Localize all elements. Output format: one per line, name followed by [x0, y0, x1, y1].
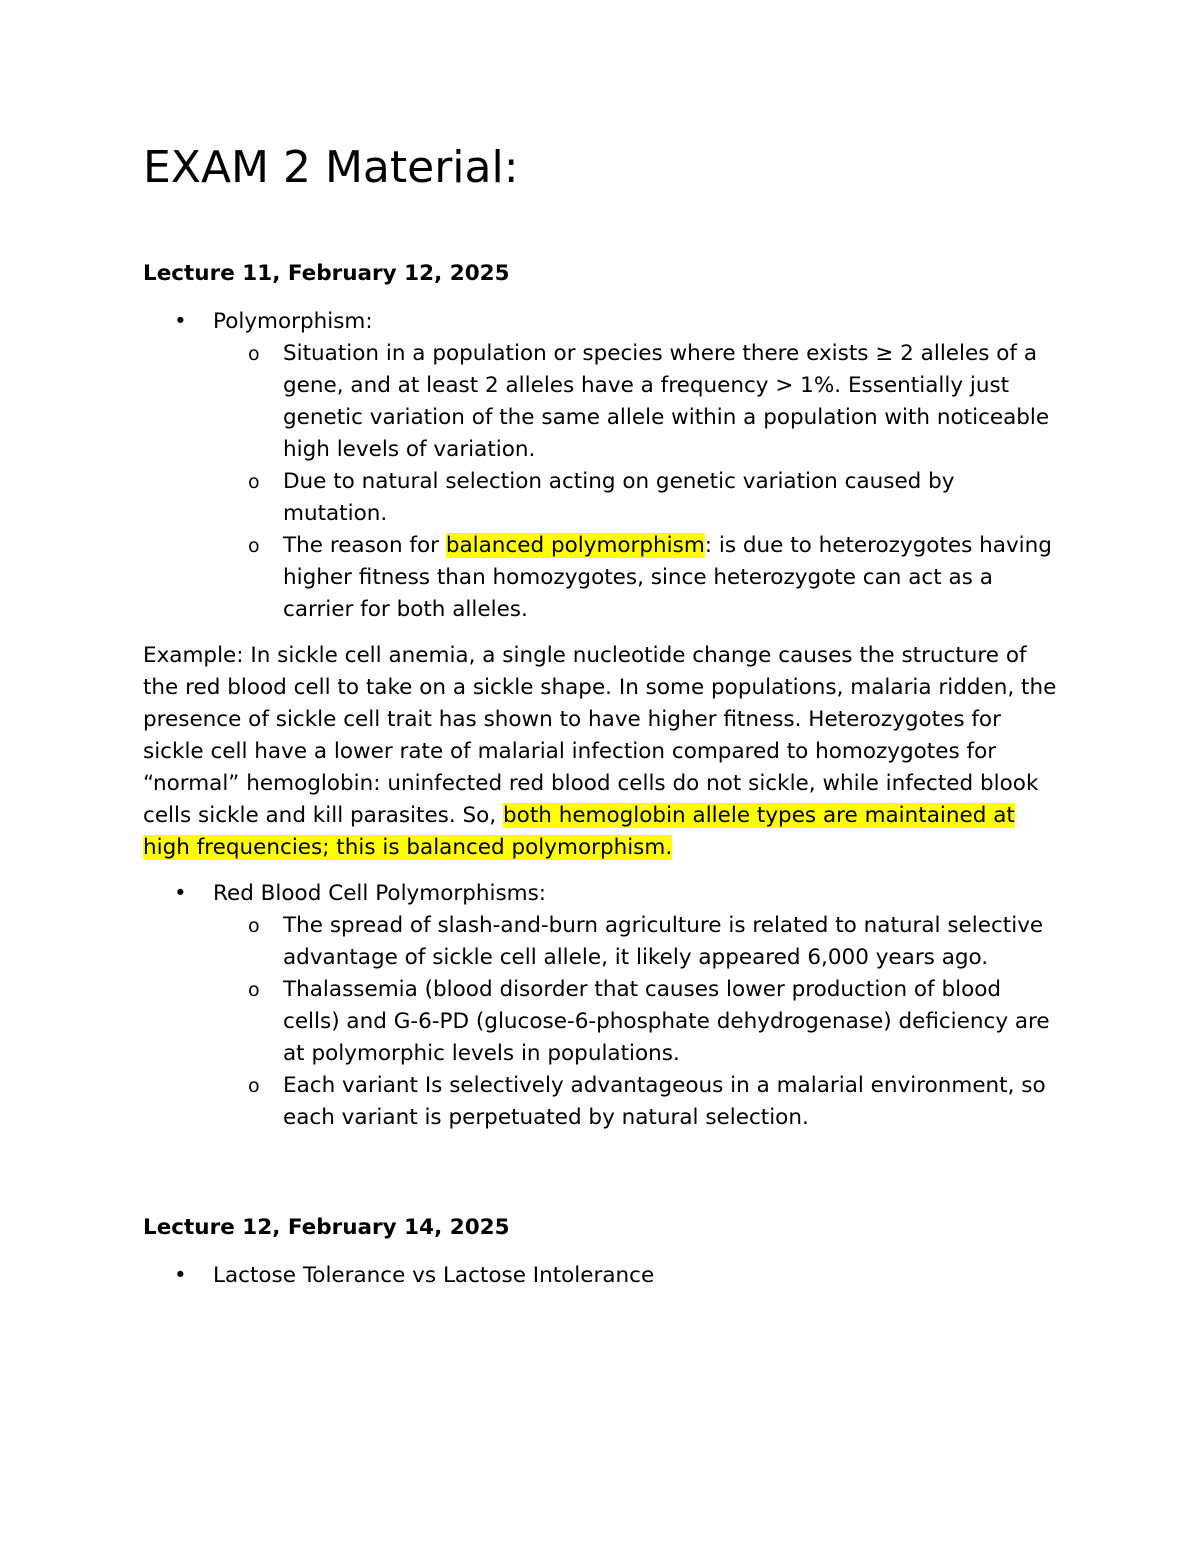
bullet-icon: • [174, 309, 187, 334]
lecture-12-bullet-list [143, 1260, 1063, 1292]
circle-bullet-icon: o [248, 535, 260, 557]
spacer [143, 290, 1063, 306]
sub-list-item-text: The spread of slash-and-burn agriculture is related to natural selective advantage of sickle cell allele, it likely appeared 6,000 years ago. [283, 913, 1044, 970]
circle-bullet-icon: o [248, 343, 260, 365]
list-item-label: Red Blood Cell Polymorphisms: [213, 881, 547, 906]
list-item-label: Lactose Tolerance vs Lactose Intolerance [213, 1263, 655, 1288]
list-item-label: Polymorphism: [213, 309, 373, 334]
sub-list-item-text-before: The reason for [283, 533, 446, 558]
sub-list-item [213, 974, 1063, 1070]
sub-list-item-text: Thalassemia (blood disorder that causes lower production of blood cells) and G-6-PD (glucose-6-phosphate dehydrogenase) deficiency are at polymorphic levels in populations. [283, 977, 1050, 1066]
spacer [143, 864, 1063, 878]
document-title: EXAM 2 Material: [143, 142, 519, 193]
spacer [143, 626, 1063, 640]
sub-list-item [213, 1070, 1063, 1134]
polymorphism-sub-list [213, 338, 1063, 626]
sub-list-item-text: Due to natural selection acting on genetic variation caused by mutation. [283, 469, 955, 526]
bullet-icon: • [174, 881, 187, 906]
example-highlight: both hemoglobin allele types are maintained at high frequencies; this is balanced polymorphism. [143, 803, 1015, 860]
sub-list-item-text: Situation in a population or species where there exists ≥ 2 alleles of a gene, and at least 2 alleles have a frequency > 1%. Essentially just genetic variation of the same allele within a population with noticeable high levels of variation. [283, 341, 1050, 462]
sub-list-item [213, 530, 1063, 626]
spacer [143, 196, 1063, 258]
sub-list-item-text-after: : is due to heterozygotes having higher fitness than homozygotes, since heterozygote can act as a carrier for both alleles. [283, 533, 1052, 622]
sub-list-item [213, 910, 1063, 974]
lecture-11-bullet-list-2 [143, 878, 1063, 1134]
list-item-lactose [143, 1260, 1063, 1292]
circle-bullet-icon: o [248, 471, 260, 493]
lecture-11-bullet-list [143, 306, 1063, 626]
spacer [143, 1244, 1063, 1260]
circle-bullet-icon: o [248, 979, 260, 1001]
sub-list-item [213, 338, 1063, 466]
red-blood-cell-sub-list [213, 910, 1063, 1134]
example-text: Example: In sickle cell anemia, a single nucleotide change causes the structure of the red blood cell to take on a sickle shape. In some populations, malaria ridden, the presence of sickle cell trait has shown to have higher fitness. Heterozygotes for sickle cell have a lower rate of malarial infection compared to homozygotes for “normal” hemoglobin: uninfected red blood cells do not sickle, while infected blook cells sickle and kill parasites. So, [143, 643, 1057, 828]
circle-bullet-icon: o [248, 1075, 260, 1097]
list-item-red-blood-cell [143, 878, 1063, 1134]
lecture-11-heading: Lecture 11, February 12, 2025 [143, 261, 510, 286]
document-page [143, 140, 1063, 1292]
list-item-polymorphism [143, 306, 1063, 626]
sub-list-item-text: Each variant Is selectively advantageous in a malarial environment, so each variant is perpetuated by natural selection. [283, 1073, 1046, 1130]
lecture-12-heading: Lecture 12, February 14, 2025 [143, 1215, 510, 1240]
spacer [143, 1134, 1063, 1212]
sub-list-item [213, 466, 1063, 530]
bullet-icon: • [174, 1263, 187, 1288]
circle-bullet-icon: o [248, 915, 260, 937]
example-paragraph [143, 640, 1063, 864]
highlighted-term: balanced polymorphism [445, 533, 705, 558]
